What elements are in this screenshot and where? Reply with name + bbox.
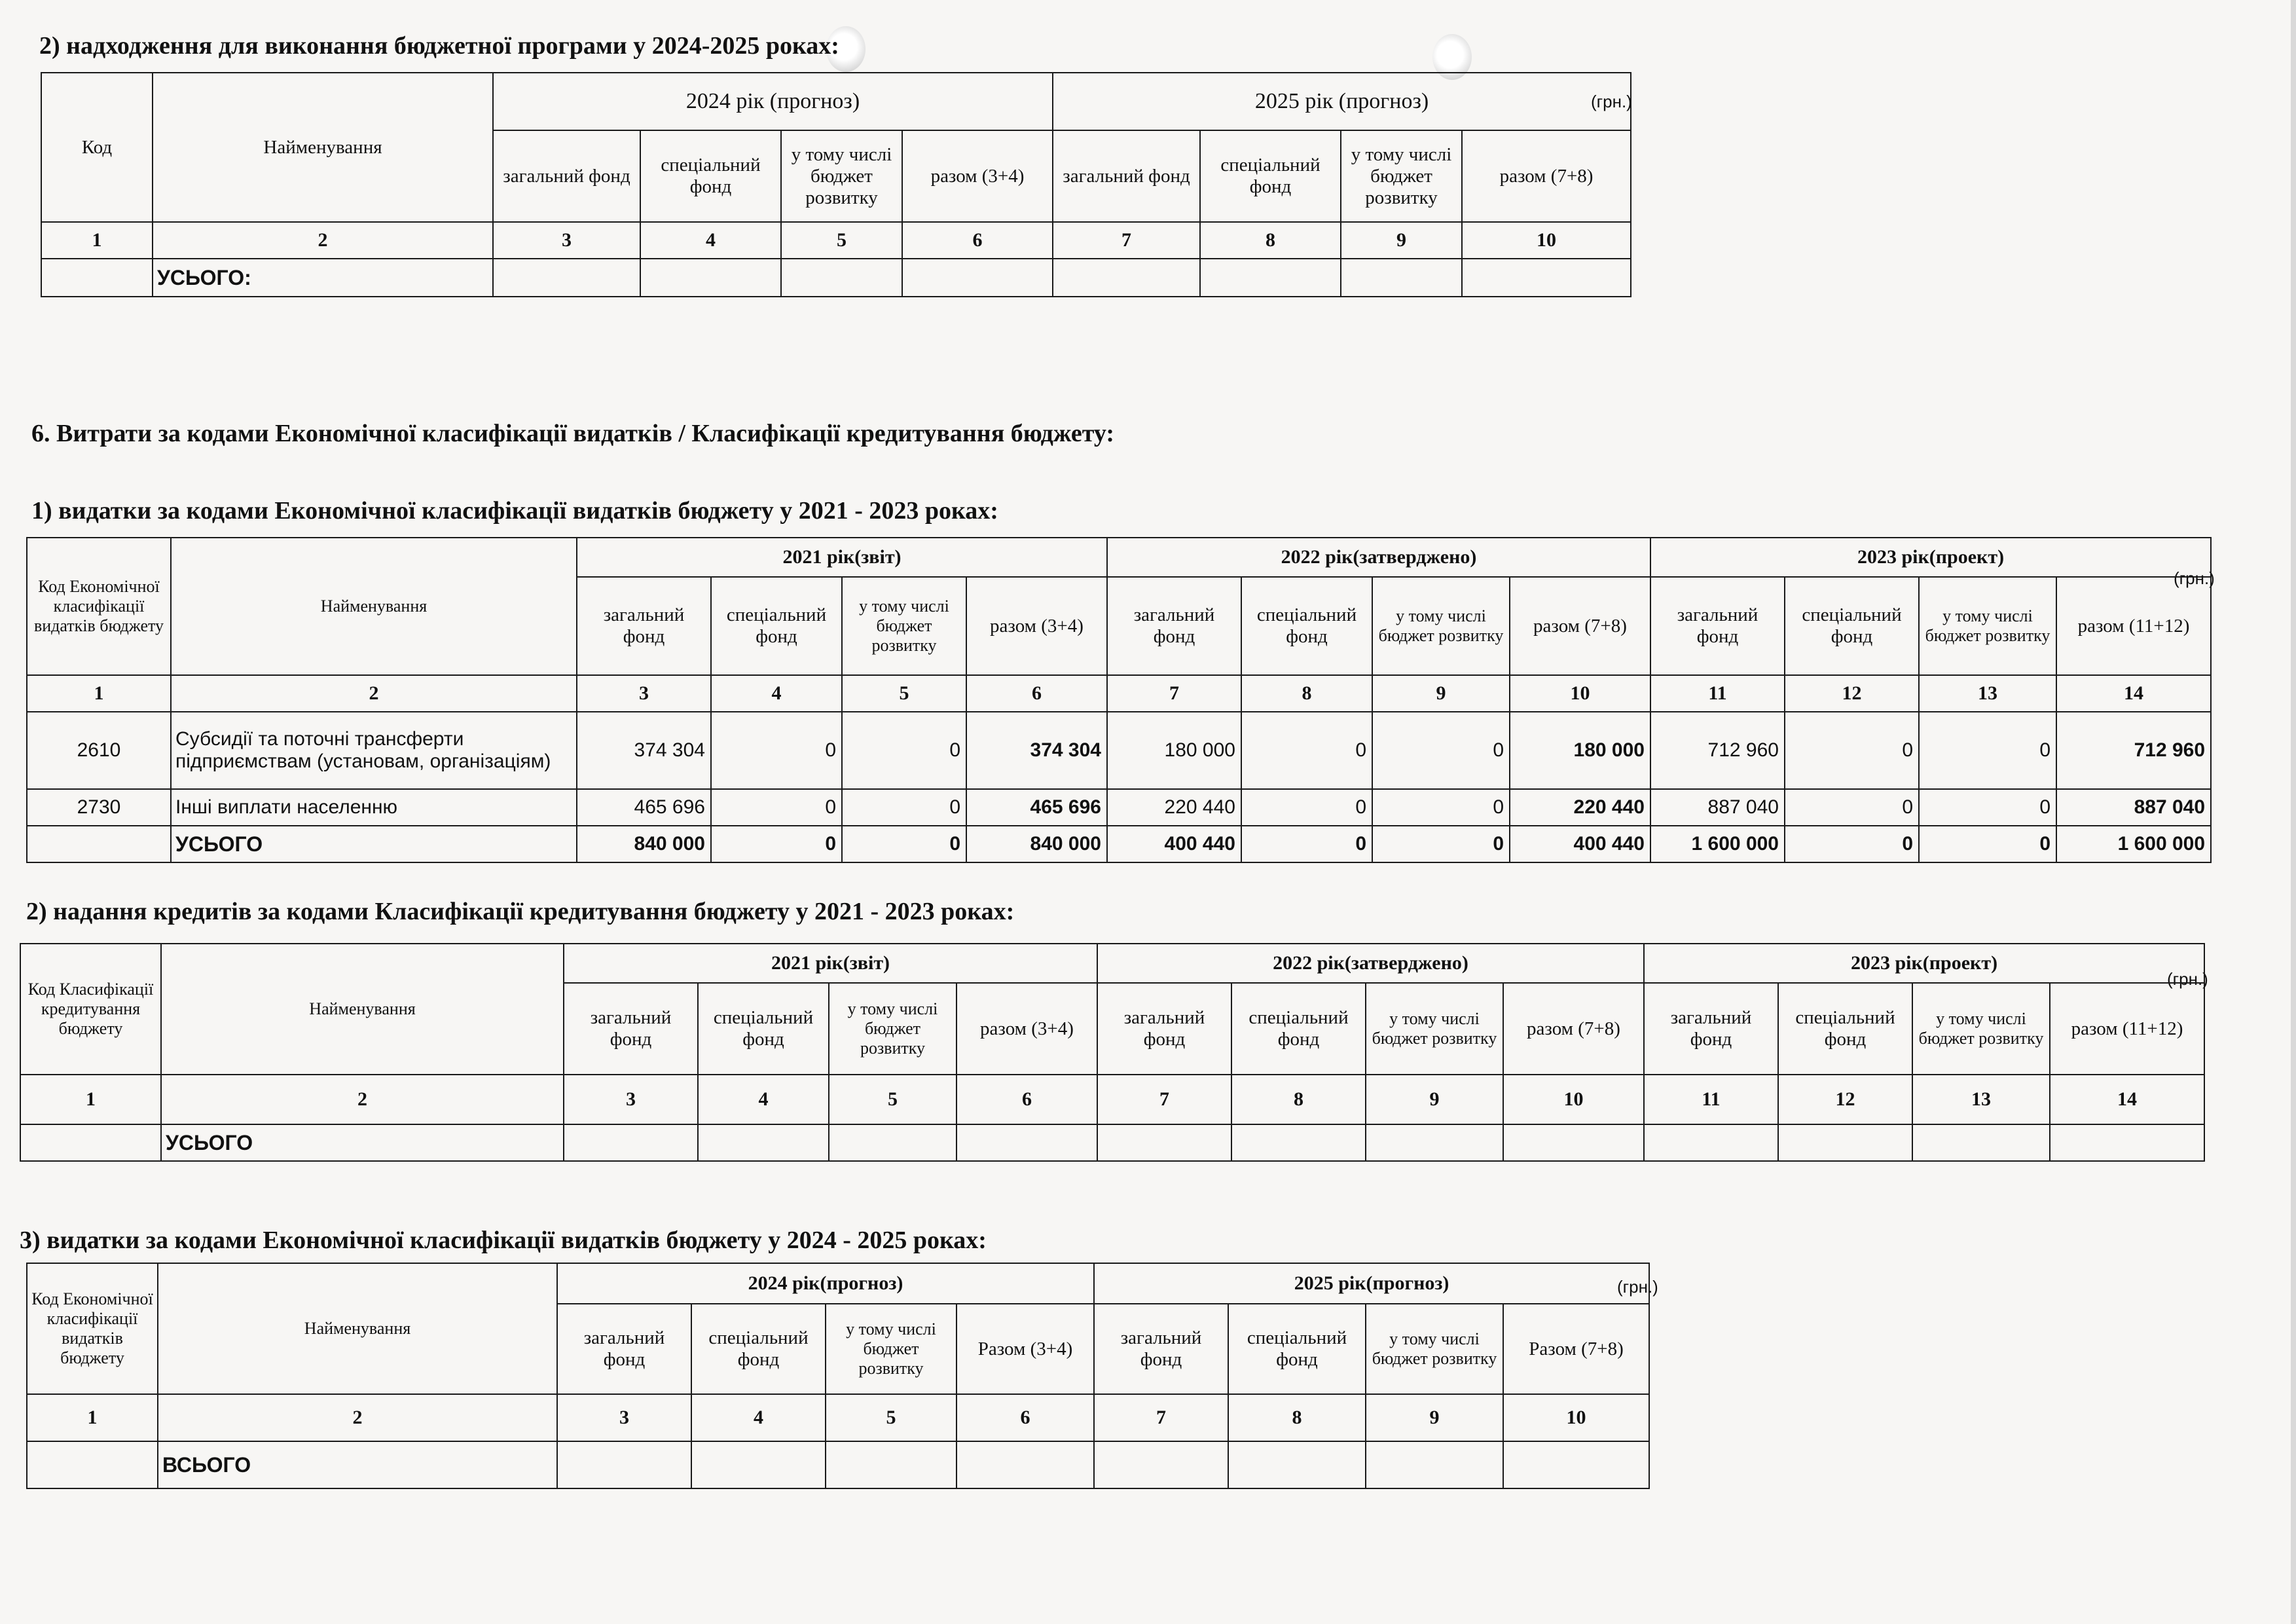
year-2024-header: 2024 рік (прогноз) <box>493 73 1053 130</box>
cell-value: 0 <box>711 712 842 789</box>
cell-value: 0 <box>1919 789 2056 826</box>
col-number: 2 <box>171 675 577 712</box>
col-number: 8 <box>1241 675 1372 712</box>
total-label: УСЬОГО <box>171 826 577 862</box>
col-number: 7 <box>1107 675 1241 712</box>
sub-special-fund: спеціальний фонд <box>1200 130 1341 222</box>
sub-total: разом (3+4) <box>902 130 1053 222</box>
year-2022-header: 2022 рік(затверджено) <box>1107 538 1650 577</box>
table-3-heading: 3) видатки за кодами Економічної класифікації видатків бюджету у 2024 - 2025 роках: <box>20 1227 987 1254</box>
cell-value: 0 <box>1372 789 1510 826</box>
table-row <box>27 789 2211 826</box>
year-2025-header: 2025 рік(прогноз) <box>1094 1263 1649 1304</box>
credits-2021-2023-table <box>20 943 2205 1162</box>
sub-general-fund: загальний фонд <box>1053 130 1200 222</box>
receipts-table <box>41 72 1631 297</box>
cell-value: 0 <box>1785 789 1919 826</box>
col-number: 1 <box>20 1075 161 1124</box>
cell-value: 220 440 <box>1107 789 1241 826</box>
col-name-header: Найменування <box>153 73 493 222</box>
sub-development-budget: у тому числі бюджет розвитку <box>842 577 966 675</box>
col-number: 13 <box>1912 1075 2050 1124</box>
total-row <box>27 826 2211 862</box>
sub-development-budget: у тому числі бюджет розвитку <box>781 130 902 222</box>
total-value: 0 <box>711 826 842 862</box>
cell-value: 220 440 <box>1510 789 1650 826</box>
expenditures-2021-2023-table <box>26 537 2212 863</box>
sub-special-fund: спеціальний фонд <box>1241 577 1372 675</box>
cell-value: 465 696 <box>577 789 711 826</box>
col-number: 1 <box>41 222 153 259</box>
col-name-header: Найменування <box>171 538 577 675</box>
col-number: 9 <box>1366 1075 1503 1124</box>
sub-general-fund: загальний фонд <box>1650 577 1785 675</box>
sub-development-budget: у тому числі бюджет розвитку <box>1366 1304 1503 1394</box>
unit-label: (грн.) <box>2167 969 2208 989</box>
row-code: 2730 <box>27 789 171 826</box>
col-code-header: Код Економічної класифікації видатків бюджету <box>27 1263 158 1394</box>
col-number: 10 <box>1503 1394 1649 1441</box>
col-number: 1 <box>27 1394 158 1441</box>
col-number: 6 <box>957 1394 1094 1441</box>
unit-label: (грн.) <box>1617 1277 1658 1297</box>
col-name-header: Найменування <box>161 944 564 1075</box>
col-number: 13 <box>1919 675 2056 712</box>
unit-label: (грн.) <box>2174 568 2215 588</box>
sub-special-fund: спеціальний фонд <box>691 1304 826 1394</box>
sub-development-budget: у тому числі бюджет розвитку <box>1912 983 2050 1075</box>
col-number: 8 <box>1231 1075 1366 1124</box>
year-2021-header: 2021 рік(звіт) <box>577 538 1107 577</box>
cell-value: 180 000 <box>1510 712 1650 789</box>
unit-label: (грн.) <box>1591 92 1632 111</box>
col-number: 4 <box>640 222 781 259</box>
cell-value: 0 <box>1785 712 1919 789</box>
sub-total: разом (11+12) <box>2050 983 2204 1075</box>
sub-general-fund: загальний фонд <box>1107 577 1241 675</box>
col-number: 11 <box>1650 675 1785 712</box>
year-2023-header: 2023 рік(проект) <box>1650 538 2211 577</box>
total-row <box>41 259 1631 297</box>
table-1-heading: 1) видатки за кодами Економічної класифікації видатків бюджету у 2021 - 2023 роках: <box>31 497 998 525</box>
col-number: 7 <box>1097 1075 1231 1124</box>
sub-total: разом (3+4) <box>957 983 1097 1075</box>
cell-value: 465 696 <box>966 789 1107 826</box>
col-number: 8 <box>1200 222 1341 259</box>
col-number: 6 <box>966 675 1107 712</box>
col-number: 2 <box>161 1075 564 1124</box>
sub-special-fund: спеціальний фонд <box>1785 577 1919 675</box>
sub-development-budget: у тому числі бюджет розвитку <box>1372 577 1510 675</box>
section-2-heading: 2) надходження для виконання бюджетної програми у 2024-2025 роках: <box>39 32 839 60</box>
row-name: Субсидії та поточні трансферти підприємствам (установам, організаціям) <box>171 712 577 789</box>
col-number: 9 <box>1341 222 1462 259</box>
sub-development-budget: у тому числі бюджет розвитку <box>829 983 957 1075</box>
col-code-header: Код Економічної класифікації видатків бюджету <box>27 538 171 675</box>
col-name-header: Найменування <box>158 1263 557 1394</box>
sub-total: разом (7+8) <box>1510 577 1650 675</box>
col-number: 10 <box>1462 222 1631 259</box>
cell-value: 374 304 <box>577 712 711 789</box>
sub-total: разом (7+8) <box>1462 130 1631 222</box>
sub-total: Разом (3+4) <box>957 1304 1094 1394</box>
total-value: 1 600 000 <box>1650 826 1785 862</box>
cell-value: 887 040 <box>2056 789 2211 826</box>
sub-development-budget: у тому числі бюджет розвитку <box>1366 983 1503 1075</box>
col-number: 4 <box>698 1075 829 1124</box>
total-label: ВСЬОГО <box>158 1441 557 1488</box>
total-value: 0 <box>1241 826 1372 862</box>
cell-value: 0 <box>1919 712 2056 789</box>
sub-special-fund: спеціальний фонд <box>640 130 781 222</box>
cell-value: 712 960 <box>1650 712 1785 789</box>
col-number: 2 <box>153 222 493 259</box>
cell-value: 0 <box>1241 789 1372 826</box>
year-2021-header: 2021 рік(звіт) <box>564 944 1097 983</box>
sub-total: разом (11+12) <box>2056 577 2211 675</box>
sub-general-fund: загальний фонд <box>577 577 711 675</box>
sub-special-fund: спеціальний фонд <box>698 983 829 1075</box>
cell-value: 0 <box>1241 712 1372 789</box>
cell-value: 0 <box>1372 712 1510 789</box>
sub-special-fund: спеціальний фонд <box>1231 983 1366 1075</box>
col-number: 5 <box>842 675 966 712</box>
col-number: 12 <box>1778 1075 1912 1124</box>
sub-total: Разом (7+8) <box>1503 1304 1649 1394</box>
col-number: 3 <box>577 675 711 712</box>
total-value: 840 000 <box>577 826 711 862</box>
col-number: 14 <box>2050 1075 2204 1124</box>
col-number: 5 <box>826 1394 957 1441</box>
total-value: 0 <box>1919 826 2056 862</box>
expenditures-2024-2025-table <box>26 1263 1650 1489</box>
total-value: 0 <box>1372 826 1510 862</box>
col-number: 8 <box>1228 1394 1366 1441</box>
total-value: 840 000 <box>966 826 1107 862</box>
cell-value: 887 040 <box>1650 789 1785 826</box>
col-number: 7 <box>1094 1394 1228 1441</box>
cell-value: 180 000 <box>1107 712 1241 789</box>
sub-special-fund: спеціальний фонд <box>711 577 842 675</box>
col-number: 4 <box>691 1394 826 1441</box>
cell-value: 712 960 <box>2056 712 2211 789</box>
col-number: 6 <box>902 222 1053 259</box>
col-number: 2 <box>158 1394 557 1441</box>
col-number: 10 <box>1510 675 1650 712</box>
col-number: 4 <box>711 675 842 712</box>
col-number: 3 <box>493 222 640 259</box>
total-value: 400 440 <box>1107 826 1241 862</box>
col-number: 12 <box>1785 675 1919 712</box>
sub-development-budget: у тому числі бюджет розвитку <box>1341 130 1462 222</box>
year-2025-header: 2025 рік (прогноз) <box>1053 73 1631 130</box>
col-number: 11 <box>1644 1075 1778 1124</box>
total-label: УСЬОГО <box>161 1124 564 1161</box>
col-code-header: Код Класифікації кредитування бюджету <box>20 944 161 1075</box>
sub-development-budget: у тому числі бюджет розвитку <box>1919 577 2056 675</box>
total-value: 0 <box>1785 826 1919 862</box>
total-value: 1 600 000 <box>2056 826 2211 862</box>
year-2023-header: 2023 рік(проект) <box>1644 944 2204 983</box>
table-2-heading: 2) надання кредитів за кодами Класифікації кредитування бюджету у 2021 - 2023 роках: <box>26 898 1015 925</box>
sub-general-fund: загальний фонд <box>1094 1304 1228 1394</box>
col-number: 14 <box>2056 675 2211 712</box>
row-code: 2610 <box>27 712 171 789</box>
col-number: 6 <box>957 1075 1097 1124</box>
cell-value: 374 304 <box>966 712 1107 789</box>
col-number: 5 <box>829 1075 957 1124</box>
cell-value: 0 <box>842 789 966 826</box>
total-value: 0 <box>842 826 966 862</box>
cell-value: 0 <box>711 789 842 826</box>
col-number: 10 <box>1503 1075 1644 1124</box>
col-code-header: Код <box>41 73 153 222</box>
sub-total: разом (7+8) <box>1503 983 1644 1075</box>
sub-general-fund: загальний фонд <box>493 130 640 222</box>
sub-general-fund: загальний фонд <box>1097 983 1231 1075</box>
scan-edge <box>2291 0 2296 1624</box>
table-row <box>27 712 2211 789</box>
total-value: 400 440 <box>1510 826 1650 862</box>
col-number: 1 <box>27 675 171 712</box>
total-label: УСЬОГО: <box>153 259 493 297</box>
row-name: Інші виплати населенню <box>171 789 577 826</box>
total-row <box>27 1441 1649 1488</box>
col-number: 9 <box>1366 1394 1503 1441</box>
col-number: 7 <box>1053 222 1200 259</box>
sub-total: разом (3+4) <box>966 577 1107 675</box>
sub-general-fund: загальний фонд <box>564 983 698 1075</box>
year-2022-header: 2022 рік(затверджено) <box>1097 944 1644 983</box>
year-2024-header: 2024 рік(прогноз) <box>557 1263 1094 1304</box>
col-number: 9 <box>1372 675 1510 712</box>
cell-value: 0 <box>842 712 966 789</box>
sub-development-budget: у тому числі бюджет розвитку <box>826 1304 957 1394</box>
col-number: 3 <box>557 1394 691 1441</box>
total-row <box>20 1124 2204 1161</box>
sub-general-fund: загальний фонд <box>1644 983 1778 1075</box>
col-number: 3 <box>564 1075 698 1124</box>
sub-general-fund: загальний фонд <box>557 1304 691 1394</box>
sub-special-fund: спеціальний фонд <box>1778 983 1912 1075</box>
sub-special-fund: спеціальний фонд <box>1228 1304 1366 1394</box>
col-number: 5 <box>781 222 902 259</box>
section-6-heading: 6. Витрати за кодами Економічної класифікації видатків / Класифікації кредитування бюджету: <box>31 420 1115 447</box>
